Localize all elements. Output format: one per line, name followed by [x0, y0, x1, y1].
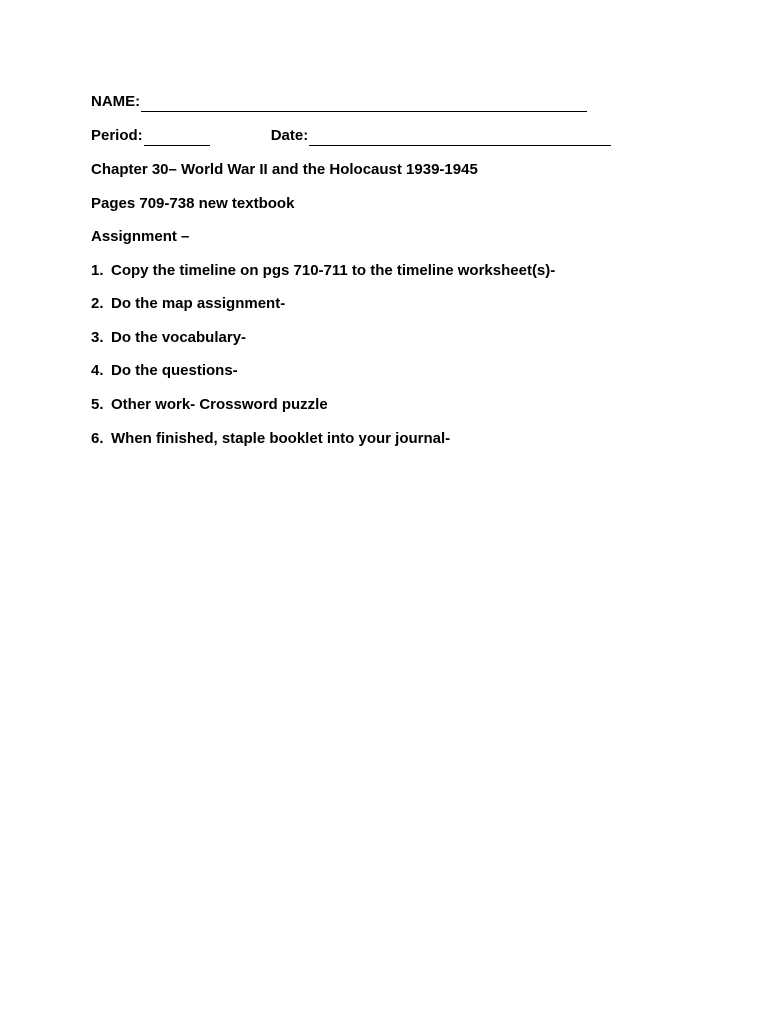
- date-group: [271, 126, 612, 146]
- list-item-number: 1.: [91, 262, 104, 279]
- name-blank-line: [141, 96, 587, 112]
- pages-line: Pages 709-738 new textbook: [91, 195, 295, 212]
- list-item-number: 2.: [91, 295, 104, 312]
- list-item-number: 4.: [91, 362, 104, 379]
- date-label: Date:: [270, 127, 309, 144]
- chapter-title: Chapter 30– World War II and the Holocaust 1939-1945: [91, 161, 478, 178]
- list-item-text: When finished, staple booklet into your journal-: [111, 430, 451, 447]
- list-item: [91, 294, 285, 314]
- period-label: Period:: [91, 127, 143, 144]
- list-item-number: 6.: [91, 430, 104, 447]
- period-date-row: [91, 126, 611, 146]
- list-item-number: 3.: [91, 329, 104, 346]
- name-row: [91, 92, 587, 112]
- name-label: NAME:: [91, 93, 141, 110]
- list-item-text: Do the questions-: [111, 362, 238, 379]
- list-item-text: Do the map assignment-: [111, 295, 286, 312]
- list-item-text: Do the vocabulary-: [111, 329, 247, 346]
- list-item: [91, 361, 238, 381]
- list-item: [91, 261, 555, 281]
- list-item: [91, 328, 246, 348]
- list-item-text: Other work- Crossword puzzle: [111, 396, 328, 413]
- list-item: [91, 429, 450, 449]
- list-item-number: 5.: [91, 396, 104, 413]
- assignment-heading: Assignment –: [91, 228, 190, 245]
- list-item: [91, 395, 328, 415]
- list-item-text: Copy the timeline on pgs 710-711 to the timeline worksheet(s)-: [111, 262, 556, 279]
- date-blank-line: [309, 130, 611, 146]
- period-blank-line: [144, 130, 210, 146]
